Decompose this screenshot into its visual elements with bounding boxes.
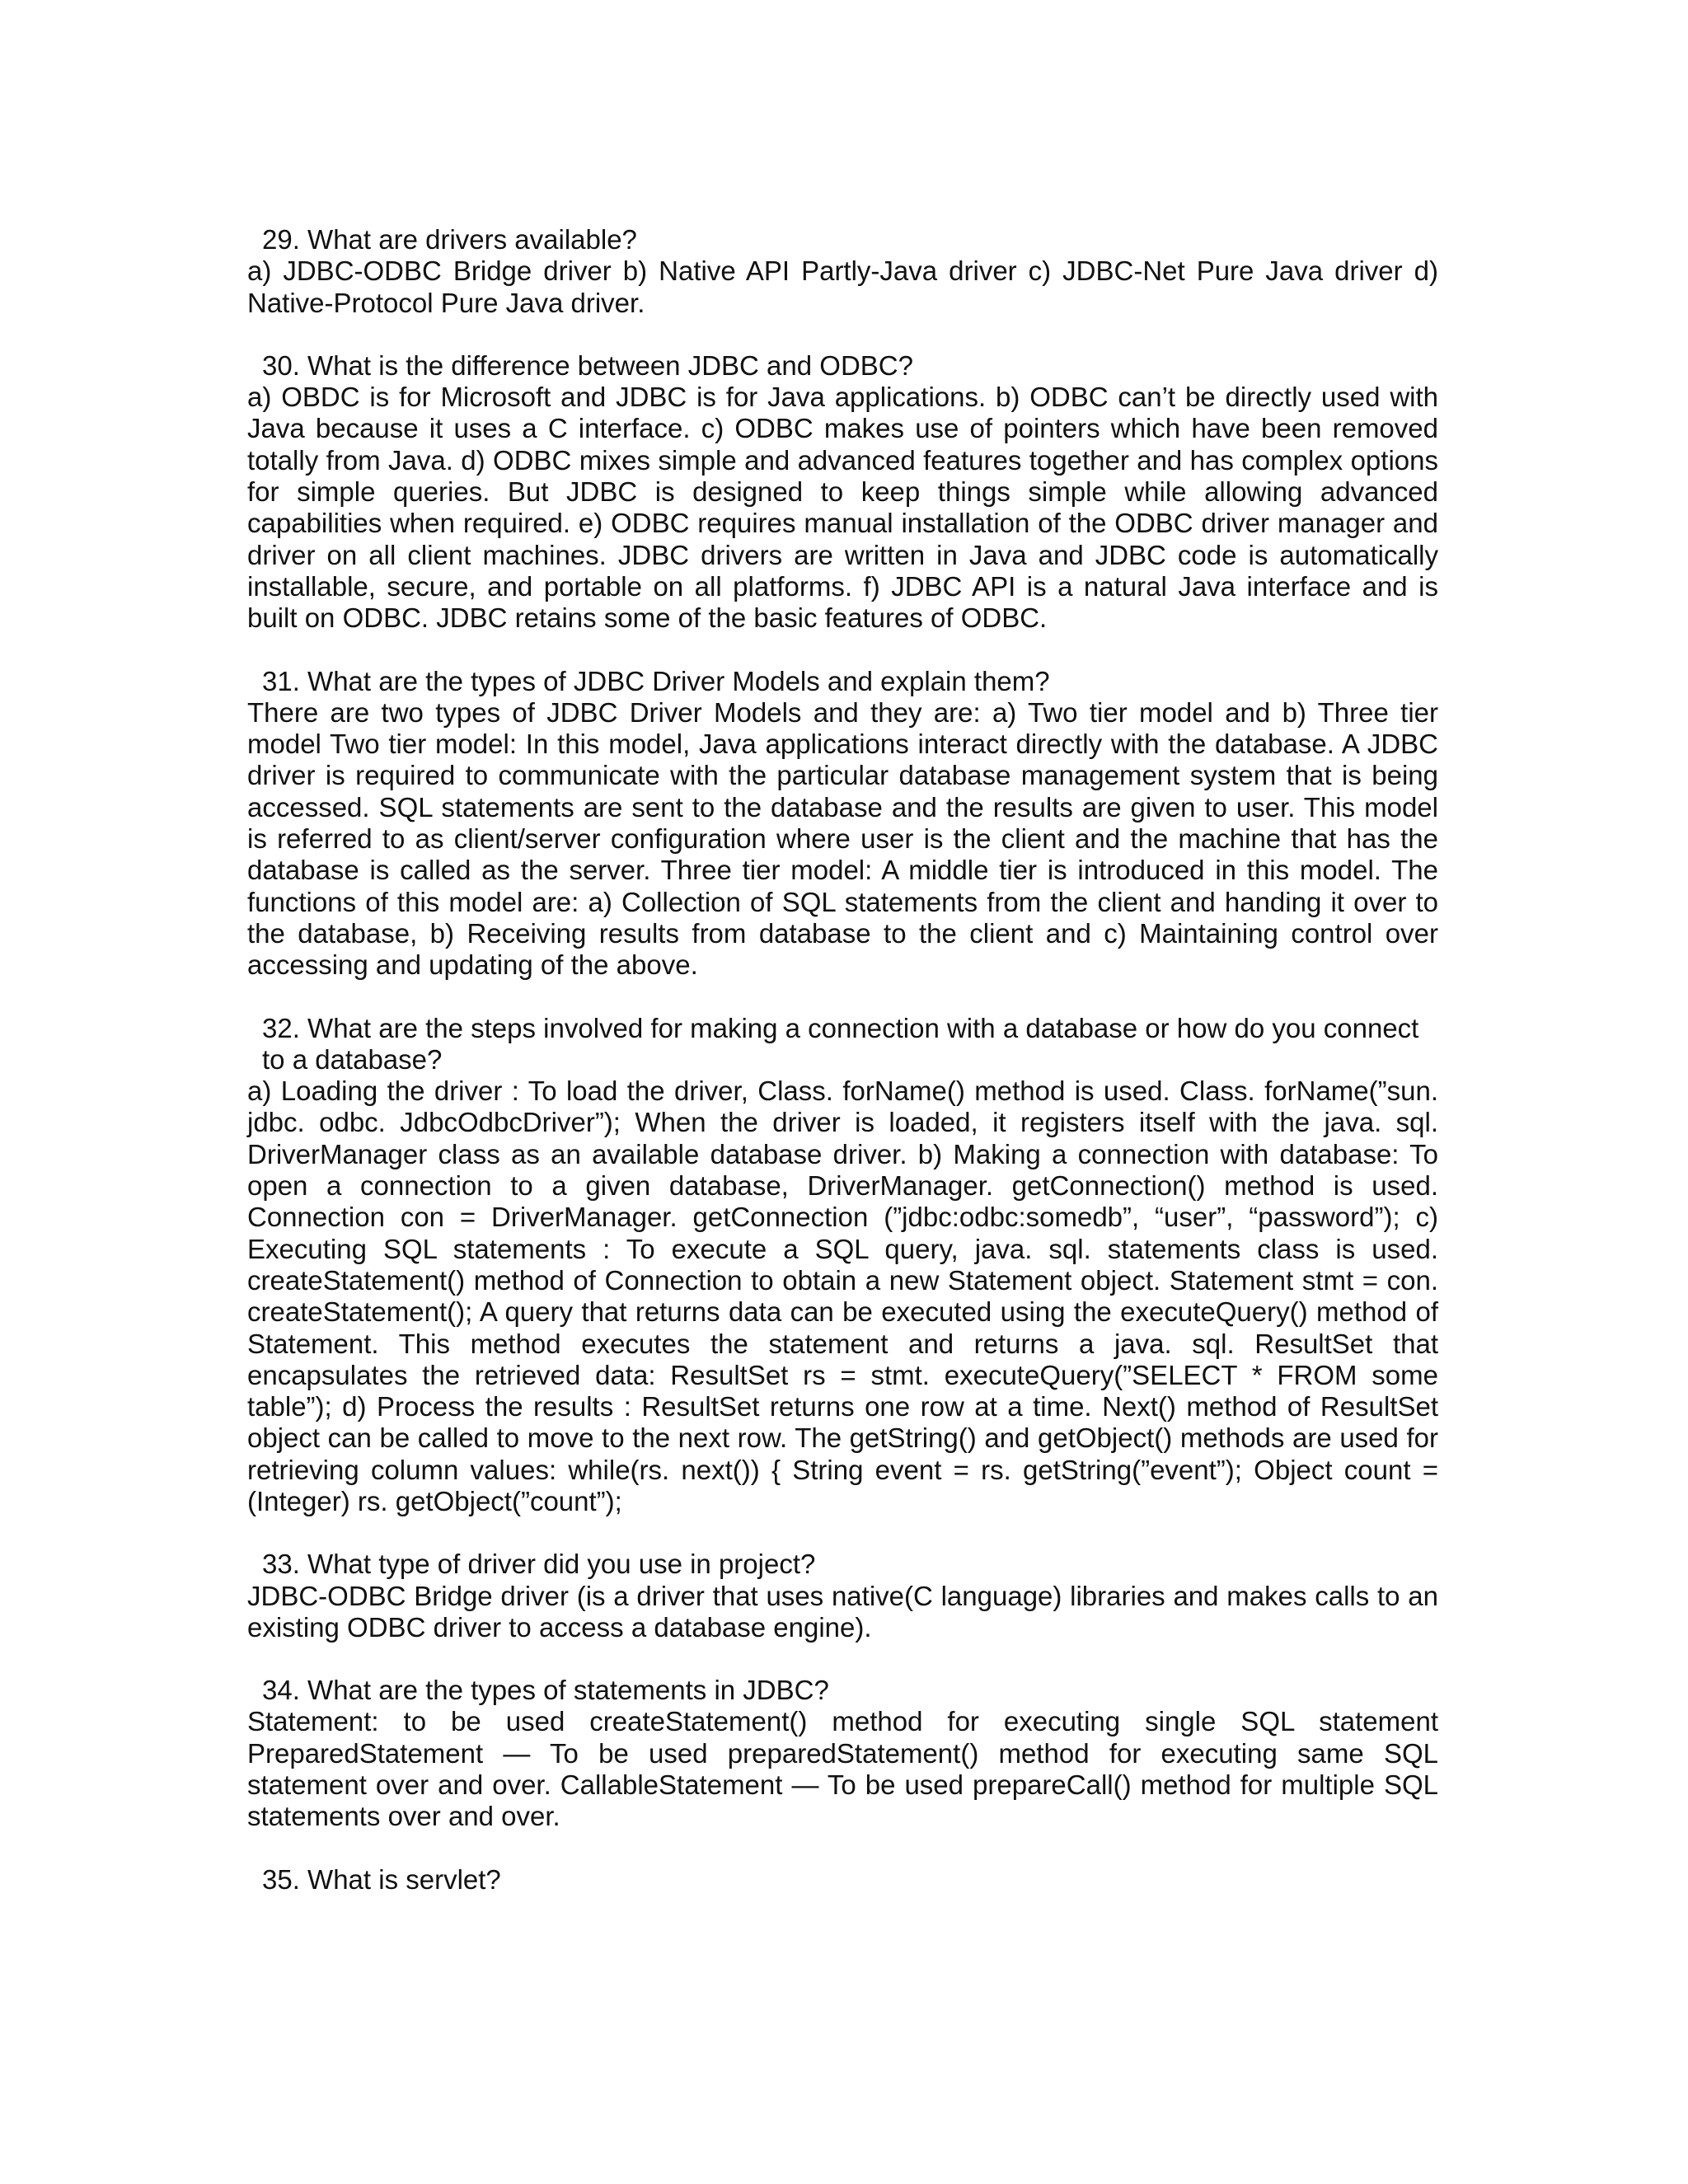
question-heading: 32. What are the steps involved for making a connection with a database or how do you connect to a database?: [262, 1012, 1419, 1075]
question-heading: 33. What type of driver did you use in project?: [262, 1549, 816, 1580]
document-page: [247, 224, 1438, 1927]
answer-text: a) OBDC is for Microsoft and JDBC is for Java applications. b) ODBC can’t be directly used with Java because it uses a C interface. c) ODBC makes use of pointers which have been removed totally from Java. d) ODBC mixes simple and advanced features together and has complex options for simple queries. But JDBC is designed to keep things simple while allowing advanced capabilities when required. e) ODBC requires manual installation of the ODBC driver manager and driver on all client machines. JDBC drivers are written in Java and JDBC code is automatically installable, secure, and portable on all platforms. f) JDBC API is a natural Java interface and is built on ODBC. JDBC retains some of the basic features of ODBC.: [247, 382, 1438, 634]
question-heading: 35. What is servlet?: [262, 1863, 501, 1895]
answer-text: There are two types of JDBC Driver Models and they are: a) Two tier model and b) Three tier model Two tier model: In this model, Java applications interact directly with the database. A JDBC driver is required to communicate with the particular database management system that is being accessed. SQL statements are sent to the database and the results are given to user. This model is referred to as client/server configuration where user is the client and the machine that has the database is called as the server. Three tier model: A middle tier is introduced in this model. The functions of this model are: a) Collection of SQL statements from the client and handing it over to the database, b) Receiving results from database to the client and c) Maintaining control over accessing and updating of the above.: [247, 696, 1438, 981]
qa-item-35: [247, 1864, 1438, 1896]
answer-text: a) Loading the driver : To load the driver, Class. forName() method is used. Class. forName(”sun. jdbc. odbc. JdbcOdbcDriver”); When the driver is loaded, it registers itself with the java. sql. DriverManager class as an available database driver. b) Making a connection with database: To open a connection to a given database, DriverManager. getConnection() method is used. Connection con = DriverManager. getConnection (”jdbc:odbc:somedb”, “user”, “password”); c) Executing SQL statements : To execute a SQL query, java. sql. statements class is used. createStatement() method of Connection to obtain a new Statement object. Statement stmt = con. createStatement(); A query that returns data can be executed using the executeQuery() method of Statement. This method executes the statement and returns a java. sql. ResultSet that encapsulates the retrieved data: ResultSet rs = stmt. executeQuery(”SELECT * FROM some table”); d) Process the results : ResultSet returns one row at a time. Next() method of ResultSet object can be called to move to the next row. The getString() and getObject() methods are used for retrieving column values: while(rs. next()) { String event = rs. getString(”event”); Object count = (Integer) rs. getObject(”count”);: [247, 1076, 1438, 1516]
question-heading: 31. What are the types of JDBC Driver Models and explain them?: [262, 665, 1050, 696]
question-heading: 30. What is the difference between JDBC and ODBC?: [262, 349, 913, 381]
answer-text: a) JDBC-ODBC Bridge driver b) Native API Partly-Java driver c) JDBC-Net Pure Java driver d) Native-Protocol Pure Java driver.: [247, 255, 1438, 318]
qa-item-30: [247, 350, 1438, 635]
qa-item-34: [247, 1675, 1438, 1832]
answer-text: JDBC-ODBC Bridge driver (is a driver that uses native(C language) libraries and makes calls to an existing ODBC driver to access a database engine).: [247, 1580, 1438, 1643]
question-heading: 29. What are drivers available?: [262, 224, 637, 255]
answer-text: Statement: to be used createStatement() method for executing single SQL statement PreparedStatement — To be used preparedStatement() method for executing same SQL statement over and over. CallableStatement — To be used prepareCall() method for multiple SQL statements over and over.: [247, 1706, 1438, 1832]
qa-item-31: [247, 666, 1438, 982]
qa-item-32: [247, 1013, 1438, 1518]
qa-item-33: [247, 1549, 1438, 1643]
question-heading: 34. What are the types of statements in JDBC?: [262, 1675, 829, 1706]
qa-item-29: [247, 224, 1438, 319]
